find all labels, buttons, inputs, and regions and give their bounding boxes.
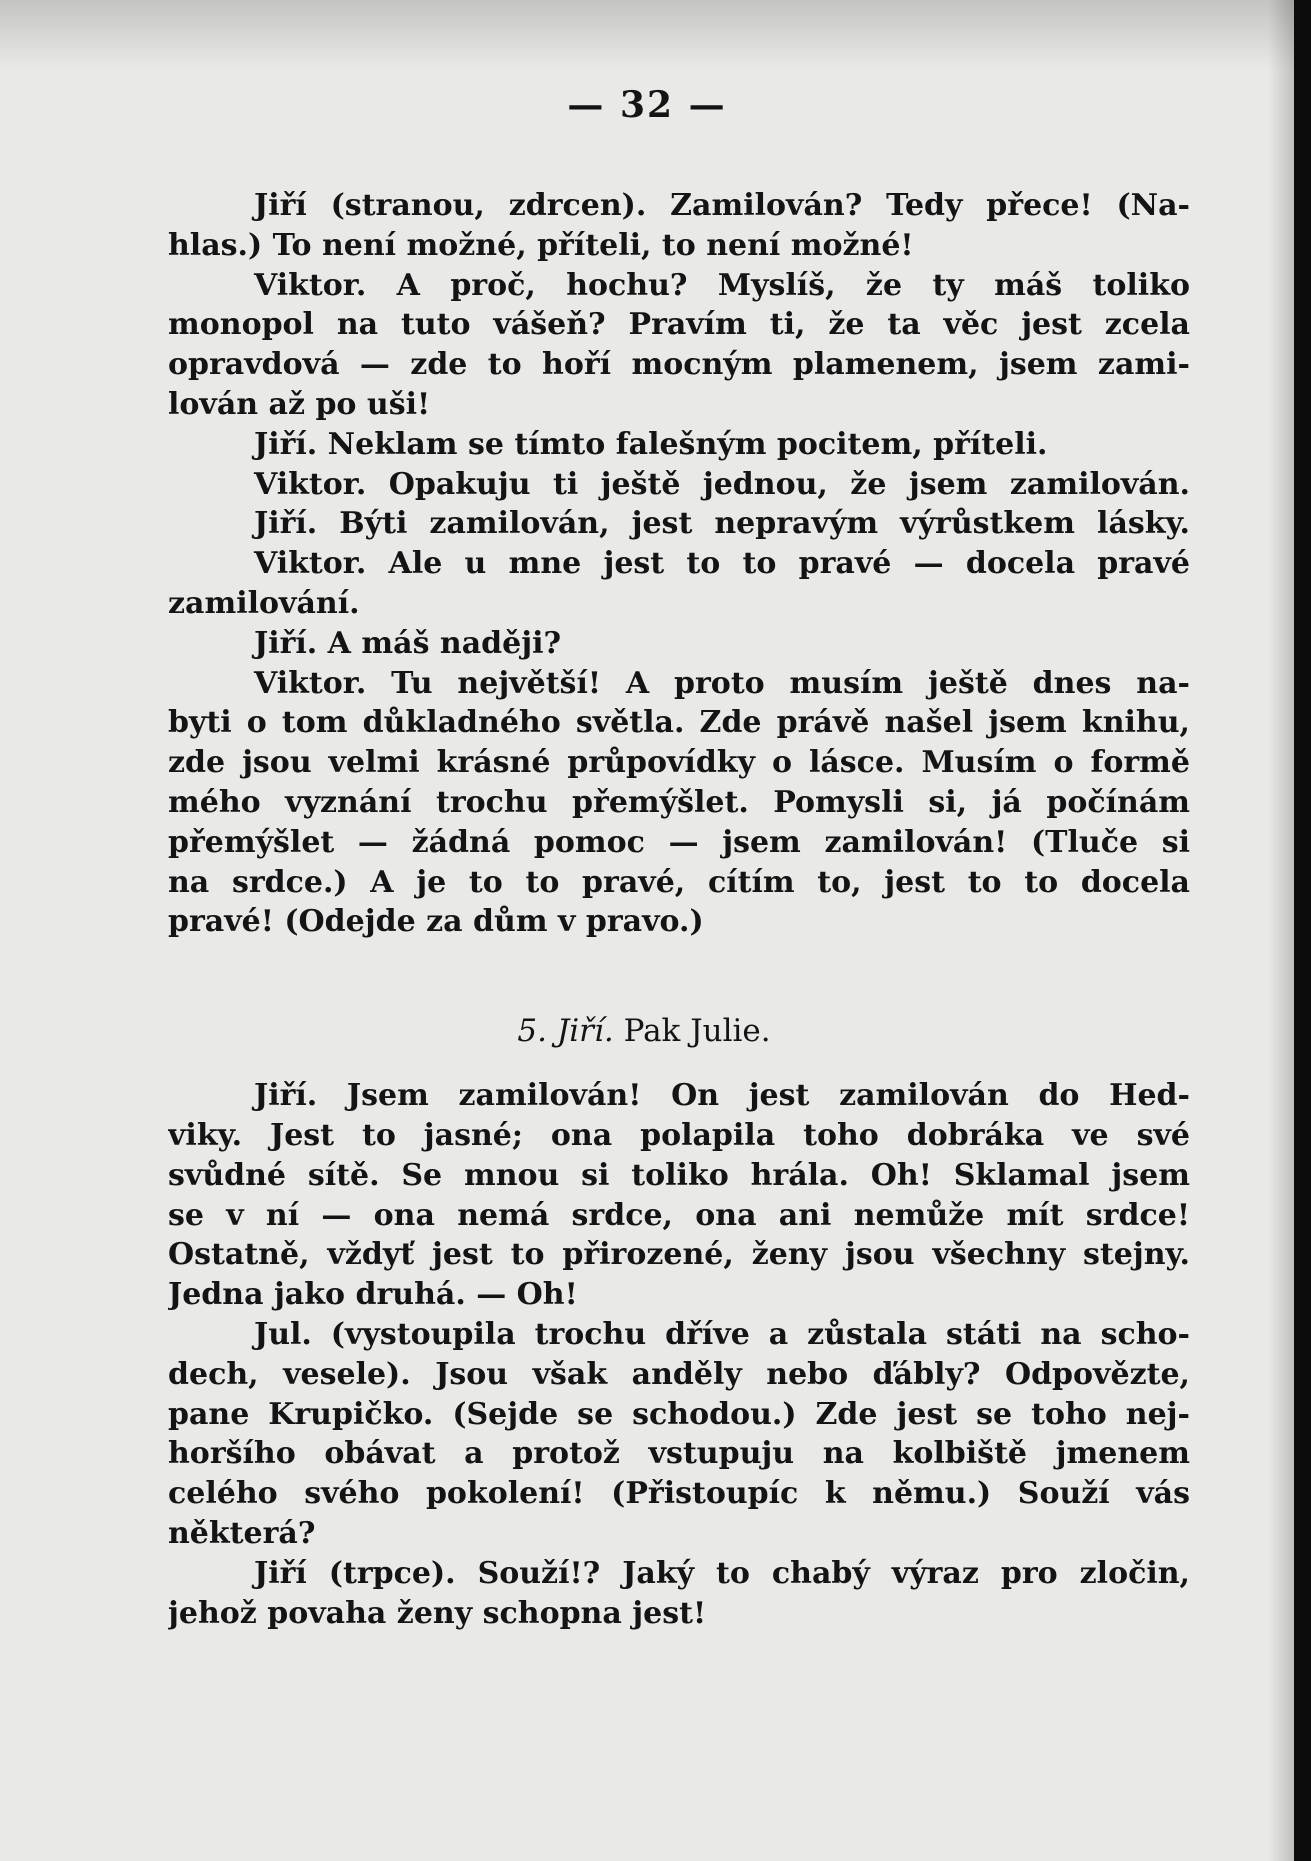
text-line: Jiří. Býti zamilován, jest nepravým výrůstkem lásky. — [254, 506, 1190, 542]
text-line: viky. Jest to jasné; ona polapila toho dobráka ve své — [168, 1117, 1190, 1153]
text-line: některá? — [168, 1515, 316, 1551]
scene-number: 5. — [517, 1013, 547, 1050]
text-line: Viktor. A proč, hochu? Myslíš, že ty máš toliko — [254, 267, 1190, 303]
section-gap — [168, 942, 1190, 1008]
text-line: svůdné sítě. Se mnou si toliko hrála. Oh! Sklamal jsem — [168, 1157, 1190, 1193]
text-line: Jiří (stranou, zdrcen). Zamilován? Tedy přece! (Na- — [254, 188, 1190, 223]
text-line: dech, vesele). Jsou však anděly nebo ďábly? Odpovězte, — [168, 1356, 1190, 1392]
page-number: — 32 — — [567, 84, 727, 126]
text-line: hlas.) To není možné, příteli, to není možné! — [168, 227, 914, 263]
scan-shadow-right — [1268, 0, 1294, 1861]
text-line: Jiří (trpce). Souží!? Jaký to chabý výraz pro zločin, — [254, 1555, 1190, 1591]
text-line: Ostatně, vždyť jest to přirozené, ženy jsou všechny stejny. — [168, 1237, 1190, 1273]
text-line: se v ní — ona nemá srdce, ona ani nemůže mít srdce! — [168, 1197, 1190, 1233]
text-line: Viktor. Opakuju ti ještě jednou, že jsem zamilován. — [254, 466, 1190, 502]
text-line: lován až po uši! — [168, 386, 431, 422]
section-gap — [168, 1054, 1190, 1076]
text-line: Viktor. Tu největší! A proto musím ještě dnes na- — [254, 665, 1190, 701]
text-line: jehož povaha ženy schopna jest! — [168, 1595, 707, 1631]
text-line: přemýšlet — žádná pomoc — jsem zamilován! (Tluče si — [168, 824, 1190, 860]
scan-shadow-top — [0, 0, 1294, 70]
text-line: celého svého pokolení! (Přistoupíc k němu.) Souží vás — [168, 1476, 1190, 1512]
text-line: byti o tom důkladného světla. Zde právě našel jsem knihu, — [168, 705, 1190, 741]
text-line: Jiří. Jsem zamilován! On jest zamilován do Hed- — [254, 1078, 1190, 1114]
text-line: Jul. (vystoupila trochu dříve a zůstala státi na scho- — [254, 1316, 1190, 1352]
text-line: Jiří. Neklam se tímto falešným pocitem, příteli. — [254, 426, 1048, 462]
scene-character: Jiří. — [556, 1013, 614, 1050]
text-line: horšího obávat a protož vstupuju na kolbiště jmenem — [168, 1436, 1190, 1472]
text-line: pravé! (Odejde za dům v pravo.) — [168, 904, 704, 940]
scene-heading — [168, 1008, 1190, 1054]
text-line: Jiří. A máš naději? — [254, 625, 562, 661]
text-line: na srdce.) A je to to pravé, cítím to, jest to to docela — [168, 864, 1190, 900]
text-line: opravdová — zde to hoří mocným plamenem, jsem zami- — [168, 347, 1190, 383]
text-line: monopol na tuto vášeň? Pravím ti, že ta věc jest zcela — [168, 307, 1190, 343]
text-line: zde jsou velmi krásné průpovídky o lásce. Musím o formě — [168, 745, 1190, 781]
text-block — [168, 186, 1190, 1633]
text-line: pane Krupičko. (Sejde se schodou.) Zde jest se toho nej- — [168, 1396, 1190, 1432]
text-line: Viktor. Ale u mne jest to to pravé — docela pravé — [254, 546, 1190, 582]
text-line: mého vyznání trochu přemýšlet. Pomysli si, já počínám — [168, 784, 1190, 820]
text-line: zamilování. — [168, 585, 360, 621]
scan-border-right — [1294, 0, 1311, 1861]
scene-rest: Pak Julie. — [623, 1013, 771, 1050]
text-line: Jedna jako druhá. — Oh! — [168, 1277, 578, 1313]
